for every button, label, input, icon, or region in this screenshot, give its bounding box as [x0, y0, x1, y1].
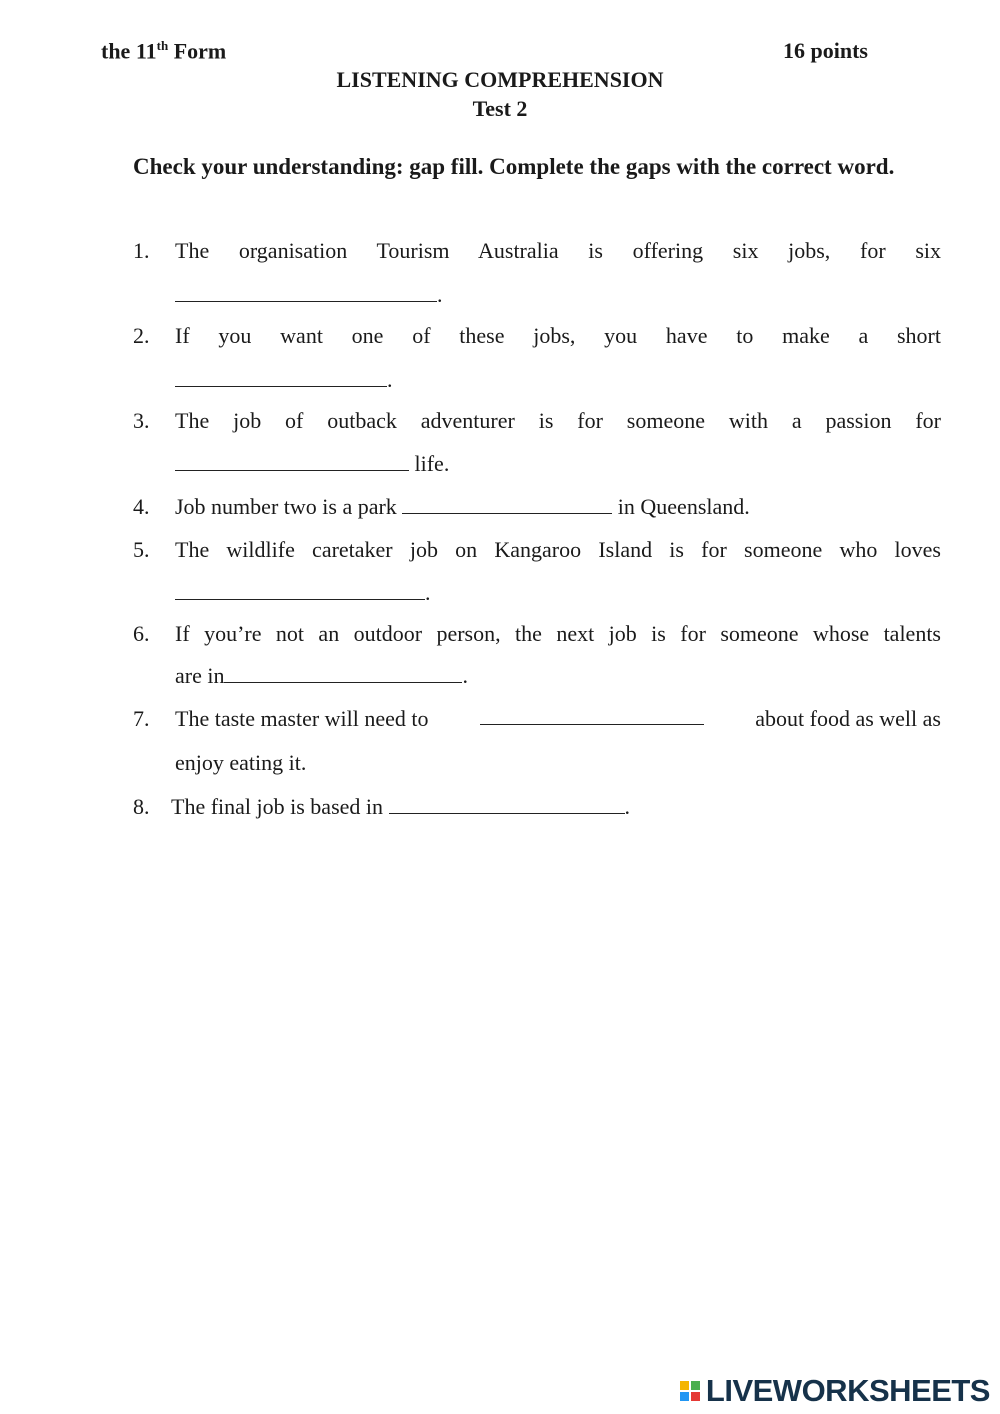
answer-line: are in .	[175, 663, 468, 688]
points-label: 16 points	[783, 38, 868, 63]
question-text: If you want one of these jobs, you have to make a short	[175, 323, 941, 348]
logo-grid-icon	[680, 1381, 700, 1401]
question-number: 7.	[133, 706, 150, 731]
page-title: LISTENING COMPREHENSION	[336, 67, 664, 92]
question-text-continued: enjoy eating it.	[175, 750, 307, 775]
answer-blank[interactable]	[175, 368, 387, 387]
logo-text: LIVEWORKSHEETS	[705, 1373, 990, 1408]
question-text: The job of outback adventurer is for someone with a passion for	[175, 408, 941, 433]
question-text: If you’re not an outdoor person, the next job is for someone whose talents	[175, 621, 941, 646]
instruction-text: Check your understanding: gap fill. Complete the gaps with the correct word.	[133, 154, 895, 179]
form-label: the 11th Form	[101, 38, 227, 64]
question-text: The taste master will need to about food as well as	[175, 706, 941, 731]
question-text: The organisation Tourism Australia is offering six jobs, for six	[175, 238, 941, 263]
answer-blank[interactable]	[175, 283, 437, 302]
question-text: The final job is based in .	[171, 794, 631, 819]
answer-blank[interactable]	[389, 795, 625, 814]
question-text: The wildlife caretaker job on Kangaroo Island is for someone who loves	[175, 537, 941, 562]
answer-line: life.	[175, 451, 449, 477]
answer-line: .	[175, 580, 431, 606]
answer-line: .	[175, 367, 393, 393]
question-number: 1.	[133, 238, 150, 263]
answer-blank[interactable]	[224, 664, 462, 683]
question-number: 8.	[133, 794, 150, 819]
question-number: 4.	[133, 494, 150, 519]
answer-blank[interactable]	[480, 706, 704, 725]
question-number: 5.	[133, 537, 150, 562]
question-number: 3.	[133, 408, 150, 433]
answer-blank[interactable]	[175, 452, 409, 471]
question-text: Job number two is a park in Queensland.	[175, 494, 750, 519]
answer-blank[interactable]	[175, 581, 425, 600]
page-subtitle: Test 2	[472, 96, 528, 121]
question-number: 6.	[133, 621, 150, 646]
answer-blank[interactable]	[402, 495, 612, 514]
question-number: 2.	[133, 323, 150, 348]
liveworksheets-logo	[680, 1372, 990, 1410]
answer-line: .	[175, 282, 443, 308]
